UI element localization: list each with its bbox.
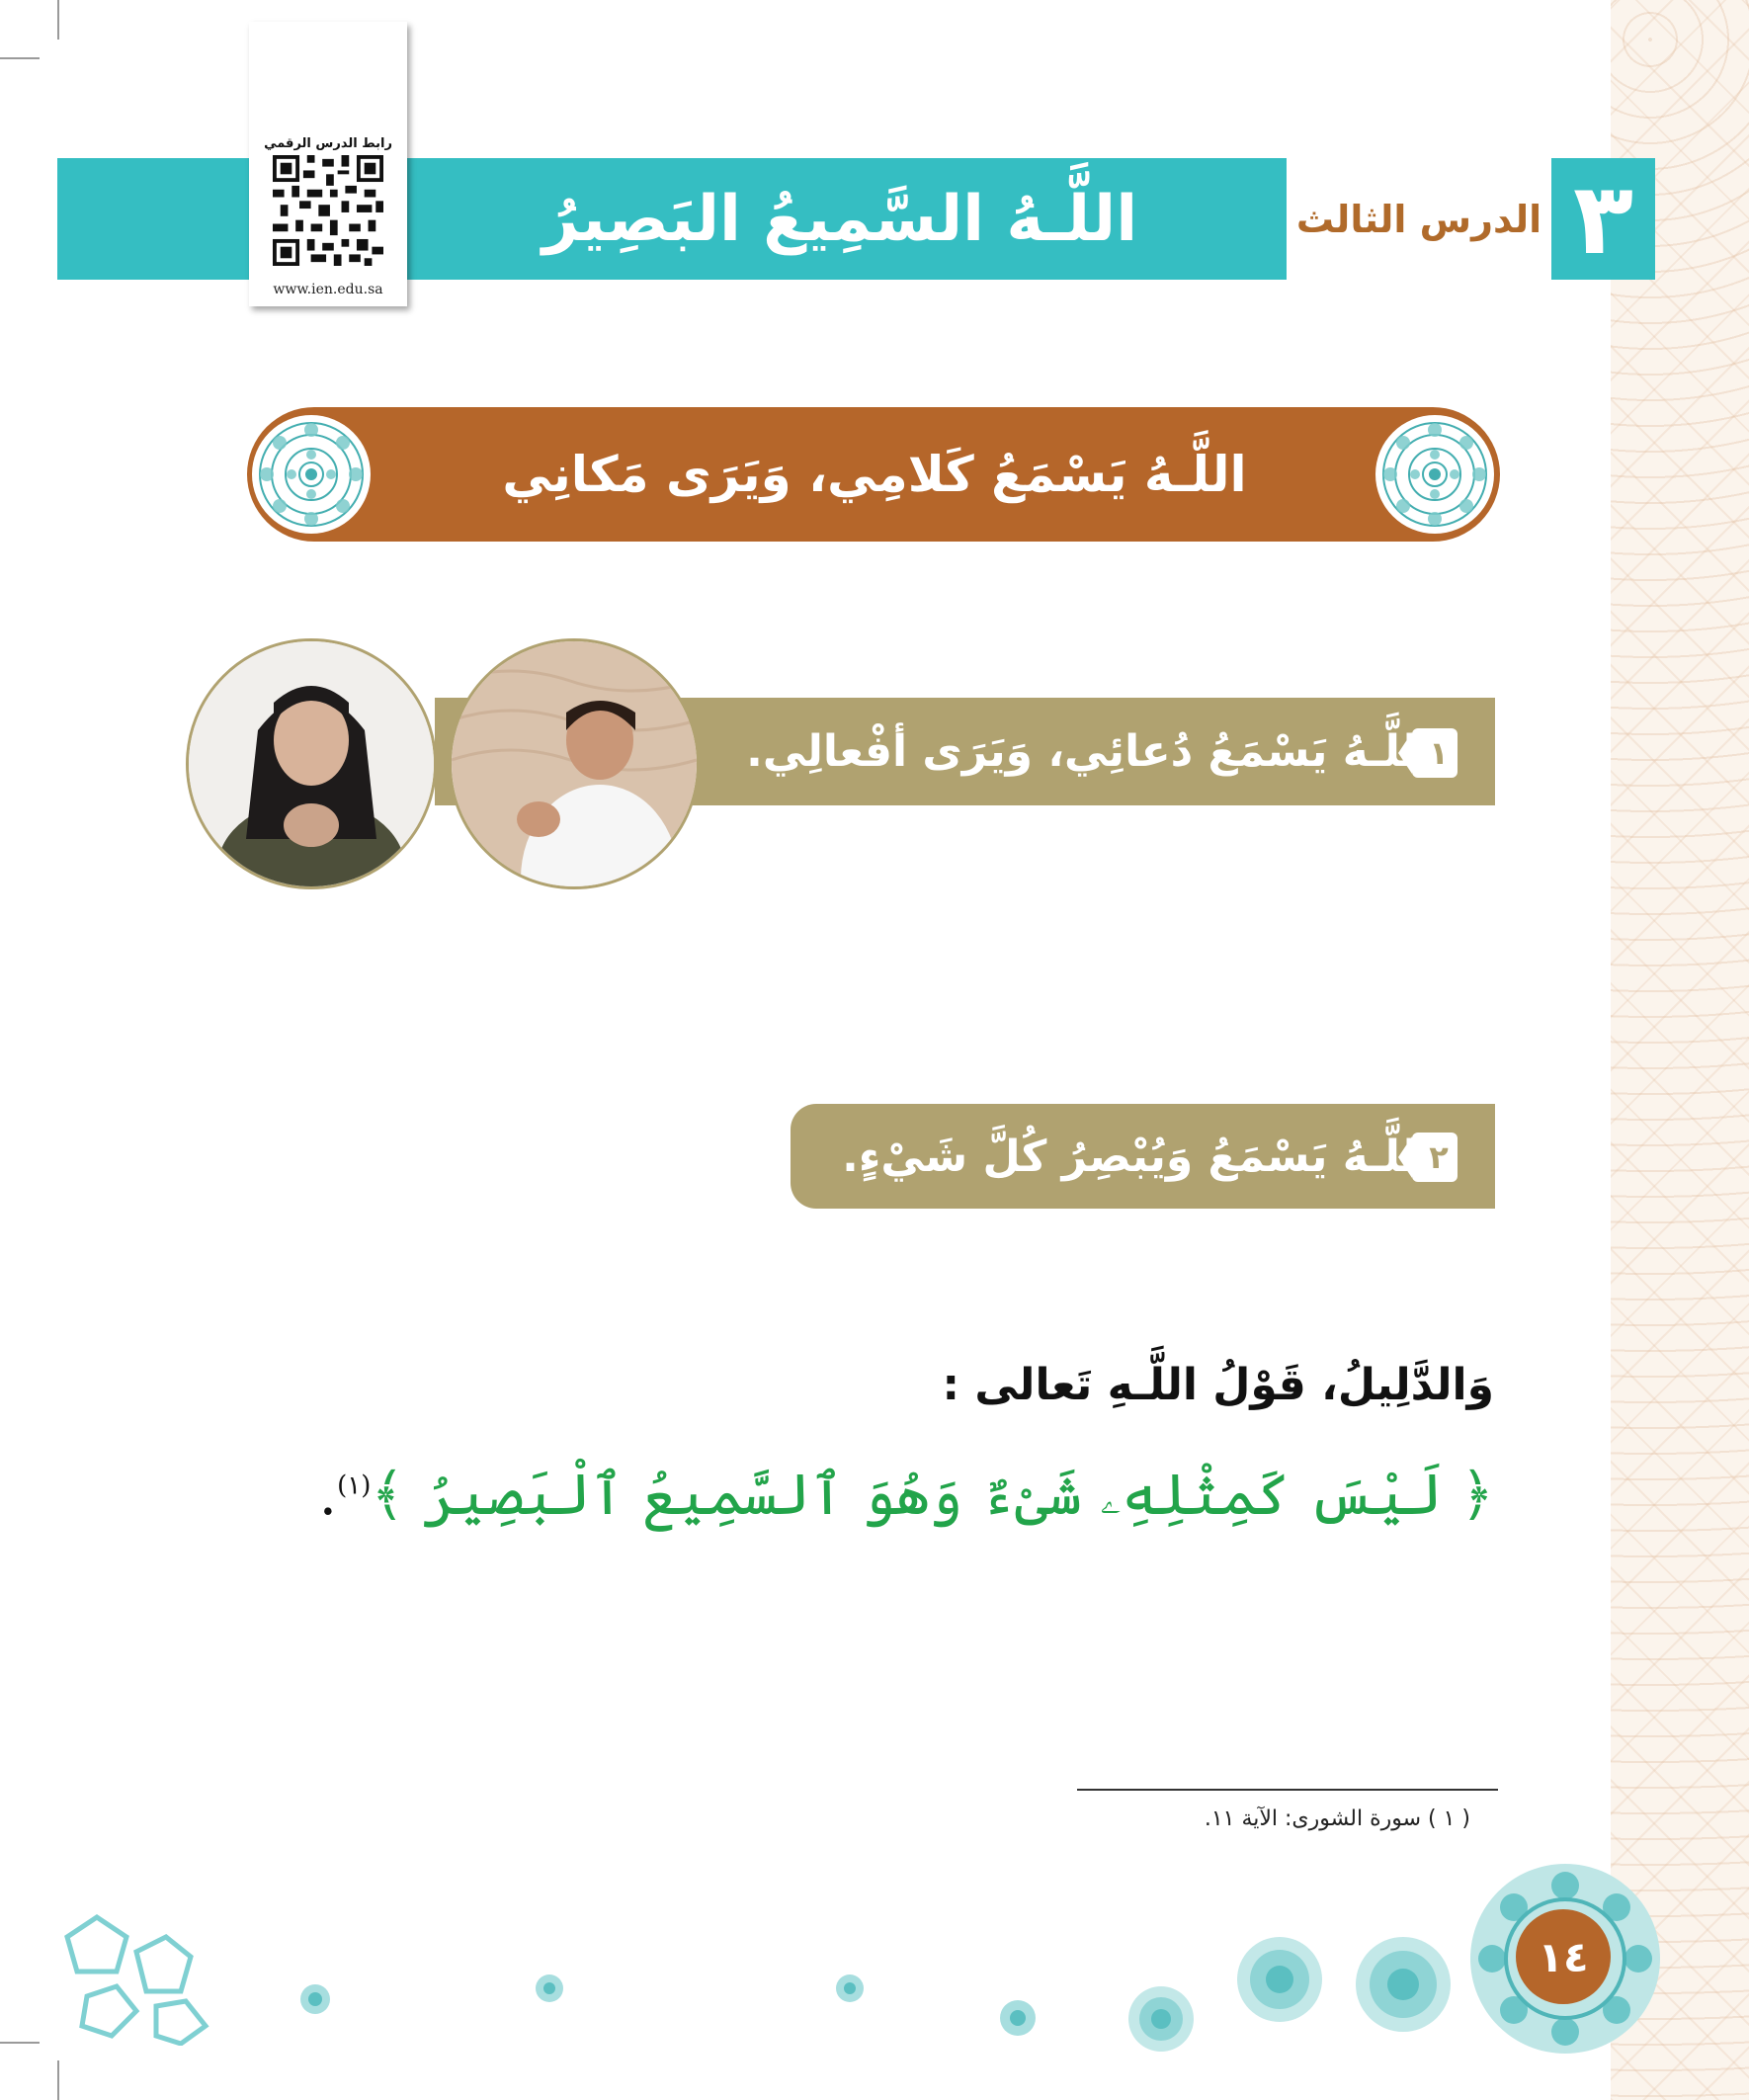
qr-card[interactable] — [249, 22, 407, 306]
qr-caption: رابط الدرس الرقمي — [264, 136, 392, 151]
verse-footnote-ref: (١) — [337, 1470, 372, 1501]
verse-end: . — [318, 1461, 338, 1528]
lesson-number: ٣ — [1551, 158, 1655, 280]
small-rosette-icon — [834, 1973, 866, 2004]
rosette-icon — [1354, 1935, 1453, 2034]
boy-praying-image — [452, 641, 697, 886]
crop-mark — [0, 57, 40, 59]
page-number: ١٤ — [1516, 1909, 1611, 2004]
rosette-icon — [1126, 1984, 1196, 2054]
point-text: اللَّـهُ يَسْمَعُ وَيُبْصِرُ كُلَّ شَيْءٍ. — [842, 1131, 1433, 1182]
small-rosette-icon — [534, 1973, 565, 2004]
crop-mark — [57, 2060, 59, 2100]
rosette-icon — [1235, 1935, 1324, 2024]
qr-url[interactable]: www.ien.edu.sa — [273, 282, 383, 297]
lesson-label: الدرس الثالث — [1295, 197, 1542, 241]
point-number: ١ — [1429, 734, 1449, 772]
footnote-divider — [1077, 1789, 1498, 1791]
footnote: ( ١ ) سورة الشورى: الآية ١١. — [1204, 1806, 1470, 1831]
verse-text: ﴿ لَيْسَ كَمِثْلِهِۦ شَىْءٌ وَهُوَ ٱلسَّمِيعُ ٱلْبَصِيرُ ﴾ — [371, 1461, 1494, 1528]
lesson-title: اللَّـهُ السَّمِيعُ البَصِيرُ — [541, 182, 1138, 256]
point-text: اللَّـهُ يَسْمَعُ دُعائِي، وَيَرَى أفْعالِي. — [746, 726, 1433, 777]
topic-text: اللَّـهُ يَسْمَعُ كَلامِي، وَيَرَى مَكانِي — [502, 446, 1247, 503]
geometric-pattern-icon — [57, 1897, 225, 2046]
small-rosette-icon — [298, 1982, 332, 2016]
point-number: ٢ — [1429, 1138, 1449, 1176]
crop-mark — [0, 2042, 40, 2044]
photo-boy-praying — [449, 638, 700, 889]
crop-mark — [57, 0, 59, 40]
quran-verse — [319, 1461, 1494, 1529]
evidence-lead: وَالدَّلِيلُ، قَوْلُ اللَّـهِ تَعالى : — [942, 1360, 1494, 1410]
girl-praying-image — [189, 641, 434, 886]
small-rosette-icon — [998, 1998, 1038, 2038]
photo-girl-praying — [186, 638, 437, 889]
qr-code-icon[interactable] — [273, 155, 383, 266]
rosette-medallion-icon — [250, 413, 373, 536]
decorative-pattern-strip — [1609, 0, 1749, 2100]
